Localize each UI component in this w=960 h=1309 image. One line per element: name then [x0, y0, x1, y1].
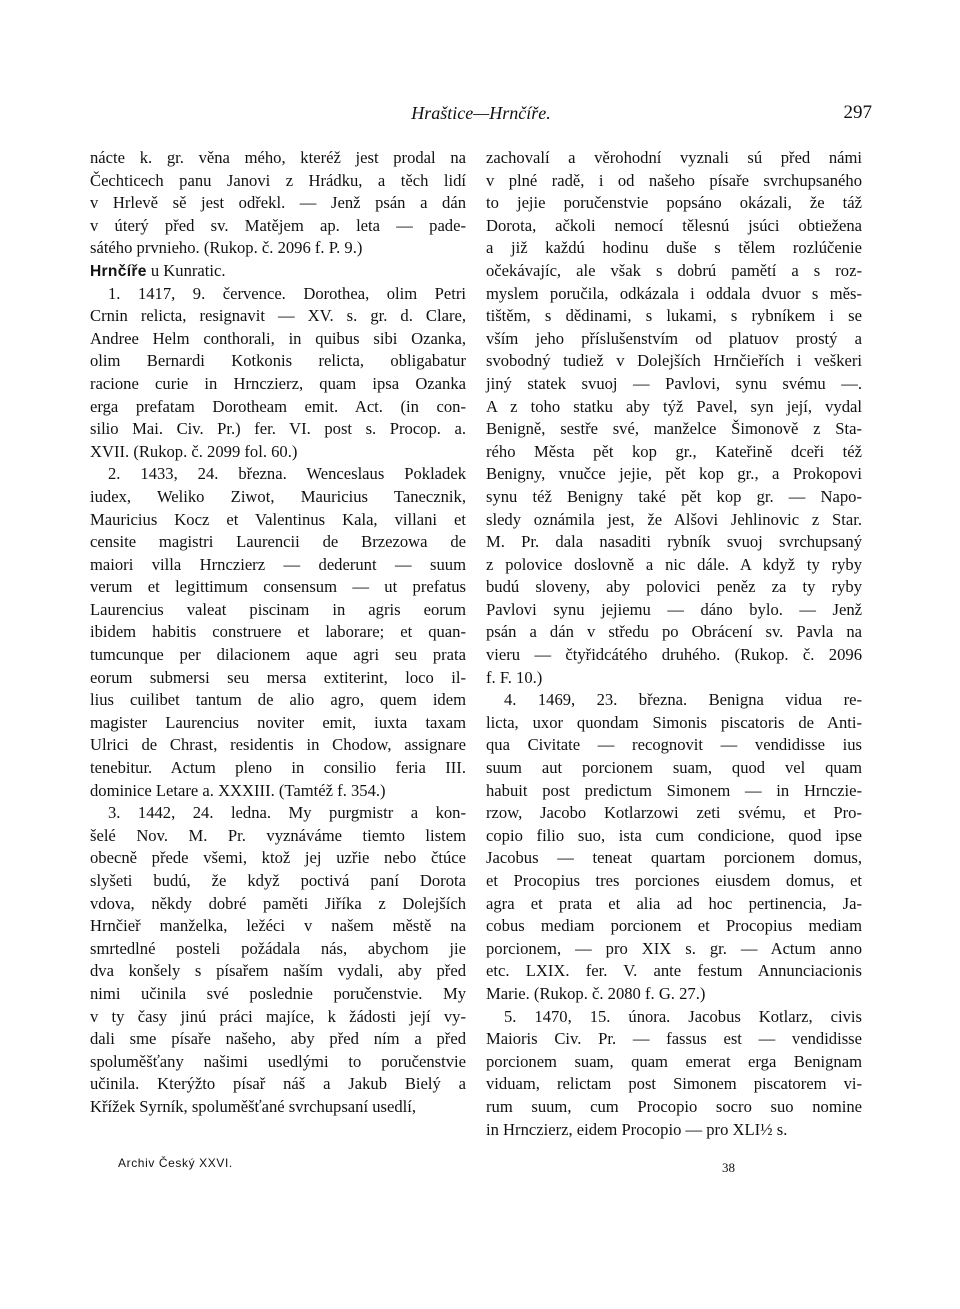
text-line: obecně přede všemi, ktož jej uzřie nebo čtúce — [90, 848, 466, 868]
text-line: v ty časy jinú práci majíce, k žádosti její vy- — [90, 1006, 466, 1026]
text-line: učinila. Kterýžto písař náš a Jakub Bielý a — [90, 1074, 466, 1094]
text-line: v úterý před sv. Matějem ap. leta — pade- — [90, 215, 466, 235]
text-line: Pavlovi synu jejiemu — dáno bylo. — Jenž — [486, 599, 862, 619]
right-column-text-block — [486, 147, 862, 1141]
text-line: to jejie poručenstvie popsáno okázali, že táž — [486, 193, 862, 213]
text-line: A z toho statku aby týž Pavel, syn její, vydal — [486, 396, 862, 416]
text-line: spoluměšťany našimi usedlými to poručenstvie — [90, 1051, 466, 1071]
running-title: Hraštice—Hrnčíře. — [411, 103, 551, 123]
left-column-text-block-2 — [90, 283, 466, 1119]
text-line: vším jeho příslušenstvím od platuov prostý a — [486, 328, 862, 348]
text-line: rum suum, cum Procopio socro suo nomine — [486, 1096, 862, 1116]
section-heading — [90, 260, 466, 283]
text-line: Jacobus — teneat quartam porcionem domus, — [486, 848, 862, 868]
text-line: erga prefatam Dorotheam emit. Act. (in con- — [90, 396, 466, 416]
text-line: dali sme písaře našeho, aby před ním a před — [90, 1029, 466, 1049]
text-line: synu též Benigny také pět kop gr. — Napo- — [486, 486, 862, 506]
text-line: censite magistri Laurencii de Brzezowa de — [90, 532, 466, 552]
text-line: eorum submersi seu mersa extiterint, loco il- — [90, 667, 466, 687]
text-line: Andree Helm conthorali, in quibus sibi Ozanka, — [90, 328, 466, 348]
left-column — [90, 147, 466, 1119]
section-heading-bold: Hrnčíře — [90, 262, 147, 280]
text-line: Ulrici de Chrast, residentis in Chodow, assignare — [90, 735, 466, 755]
text-line: XVII. (Rukop. č. 2099 fol. 60.) — [90, 441, 298, 461]
text-line: racione curie in Hrnczierz, quam ipsa Ozanka — [90, 373, 466, 393]
text-line: Benigny, vnučce jejie, pět kop gr., a Prokopovi — [486, 464, 862, 484]
text-line: budú sloveny, aby polovici peněz za ty ryby — [486, 577, 862, 597]
text-line: vieru — čtyřidcátého druhého. (Rukop. č. 2096 — [486, 645, 862, 665]
text-line: porcionem, — pro XIX s. gr. — Actum anno — [486, 938, 862, 958]
text-line: smrtedlné posteli požádala nás, abychom jie — [90, 938, 466, 958]
right-column — [486, 147, 862, 1141]
text-line: dominice Letare a. XXXIII. (Tamtéž f. 354.) — [90, 780, 386, 800]
text-line: habuit post predictum Simonem — in Hrnczie- — [486, 780, 862, 800]
text-line: 5. 1470, 15. února. Jacobus Kotlarz, civis — [504, 1006, 862, 1026]
text-line: qua Civitate — recognovit — vendidisse ius — [486, 735, 862, 755]
text-line: Hrnčieř manželka, ležéci v našem městě na — [90, 916, 466, 936]
text-line: dva konšely s písařem naším vydali, aby před — [90, 961, 466, 981]
text-line: 2. 1433, 24. března. Wenceslaus Pokladek — [108, 464, 466, 484]
text-line: šelé Nov. M. Pr. vyznáváme tiemto listem — [90, 825, 466, 845]
text-line: sledy oznámila jest, že Alšovi Jehlinovic z Star. — [486, 509, 862, 529]
text-line: iudex, Weliko Ziwot, Mauricius Tanecznik, — [90, 486, 466, 506]
text-line: jiný statek svuoj — Pavlovi, synu svému —. — [486, 373, 862, 393]
text-line: Benigně, sestře své, manželce Šimonově z Sta- — [486, 419, 862, 439]
text-line: lius cuilibet tantum de alio agro, quem idem — [90, 690, 466, 710]
text-line: myslem poručila, odkázala i oddala dvuor s měs- — [486, 283, 862, 303]
text-line: psán a dán v středu po Obrácení sv. Pavla na — [486, 622, 862, 642]
text-line: 3. 1442, 24. ledna. My purgmistr a kon- — [108, 803, 466, 823]
text-line: Mauricius Kocz et Valentinus Kala, villani et — [90, 509, 466, 529]
text-line: tištěm, s dědinami, s lukami, s rybníkem i se — [486, 306, 862, 326]
text-line: tenebitur. Actum pleno in consilio feria III. — [90, 758, 466, 778]
text-line: et Procopius tres porciones eiusdem domus, et — [486, 871, 862, 890]
section-heading-rest: u Kunratic. — [146, 260, 226, 280]
text-line: ibidem habitis construere et laborare; et quan- — [90, 622, 466, 642]
text-line: Marie. (Rukop. č. 2080 f. G. 27.) — [486, 983, 706, 1003]
text-line: slyšeti budú, že když poctivá paní Dorota — [90, 871, 466, 890]
text-line: suum aut porcionem suam, quod vel quam — [486, 758, 862, 778]
text-line: v plné radě, i od našeho písaře svrchupsaného — [486, 170, 862, 190]
page-header — [90, 100, 872, 126]
text-line: sátého prvnieho. (Rukop. č. 2096 f. P. 9.) — [90, 238, 363, 258]
left-column-text-block-1 — [90, 147, 466, 260]
text-line: viduam, relictam post Simonem piscatorem vi- — [486, 1074, 862, 1094]
text-line: in Hrnczierz, eidem Procopio — pro XLI½ s. — [486, 1119, 788, 1139]
text-line: M. Pr. dala nasaditi rybník svuoj svrchupsaný — [486, 532, 862, 552]
text-line: Čechticech panu Janovi z Hrádku, a těch lidí — [90, 170, 466, 190]
text-line: 1. 1417, 9. července. Dorothea, olim Petri — [108, 283, 466, 303]
text-line: copio filio suo, ista cum condicione, quod ipse — [486, 825, 862, 845]
text-line: silio Mai. Civ. Pr.) fer. VI. post s. Procop. a. — [90, 419, 466, 439]
text-line: maiori villa Hrnczierz — dederunt — suum — [90, 554, 466, 574]
text-line: Maioris Civ. Pr. — fassus est — vendidisse — [486, 1029, 862, 1049]
text-line: rého Města pět kop gr., Kateřině dceři též — [486, 441, 862, 461]
text-line: z polovice doslovně a nic dále. A když ty ryby — [486, 554, 862, 574]
text-line: Křížek Syrník, spoluměšťané svrchupsaní usedlí, — [90, 1096, 417, 1116]
text-line: nácte k. gr. věna mého, kteréž jest prodal na — [90, 148, 466, 167]
text-line: a již každú hodinu duše s tělem rozlúčenie — [486, 238, 862, 258]
text-line: etc. LXIX. fer. V. ante festum Annunciacionis — [486, 961, 862, 981]
text-line: očekávajíc, ale však s dobrú pamětí a s roz- — [486, 260, 862, 280]
text-line: f. F. 10.) — [486, 667, 543, 687]
text-line: v Hrlevě sě jest odřekl. — Jenž psán a dán — [90, 193, 466, 213]
footer-signature-mark: 38 — [722, 1160, 735, 1175]
text-line: tumcunque per dilacionem aque agri seu prata — [90, 645, 466, 665]
text-line: svobodný tudiež v Dolejších Hrnčieřích i veškeri — [486, 351, 862, 371]
page-number: 297 — [843, 102, 872, 123]
text-line: magister Laurencius noviter emit, iuxta taxam — [90, 712, 466, 732]
text-line: Dorota, ačkoli nemocí tělesnú jsúci obtiežena — [486, 215, 862, 235]
text-line: zachovalí a věrohodní vyznali sú před námi — [486, 148, 862, 167]
text-line: agra et prata et alia ad hoc pertinencia, Ja- — [486, 893, 862, 913]
text-line: 4. 1469, 23. března. Benigna vidua re- — [504, 690, 862, 710]
text-line: cobus mediam porcionem et Procopius mediam — [486, 916, 862, 936]
text-line: olim Bernardi Kotkonis relicta, obligabatur — [90, 351, 466, 371]
text-line: Laurencius valeat piscinam in agris eorum — [90, 599, 466, 619]
text-line: verum et legittimum consensum — ut prefatus — [90, 577, 466, 597]
footer-archive-note: Archiv Český XXVI. — [118, 1156, 233, 1170]
text-line: vdova, někdy dobré paměti Jiříka z Dolejších — [90, 893, 466, 913]
text-line: licta, uxor quondam Simonis piscatoris de Anti- — [486, 712, 862, 732]
text-line: rzow, Jacobo Kotlarzowi zeti svému, et Pro- — [486, 803, 862, 823]
text-line: nimi učinila své poslednie poručenstvie. My — [90, 983, 466, 1003]
text-line: porcionem suam, quam emerat erga Benignam — [486, 1051, 862, 1071]
text-line: Crnin relicta, resignavit — XV. s. gr. d. Clare, — [90, 306, 466, 326]
